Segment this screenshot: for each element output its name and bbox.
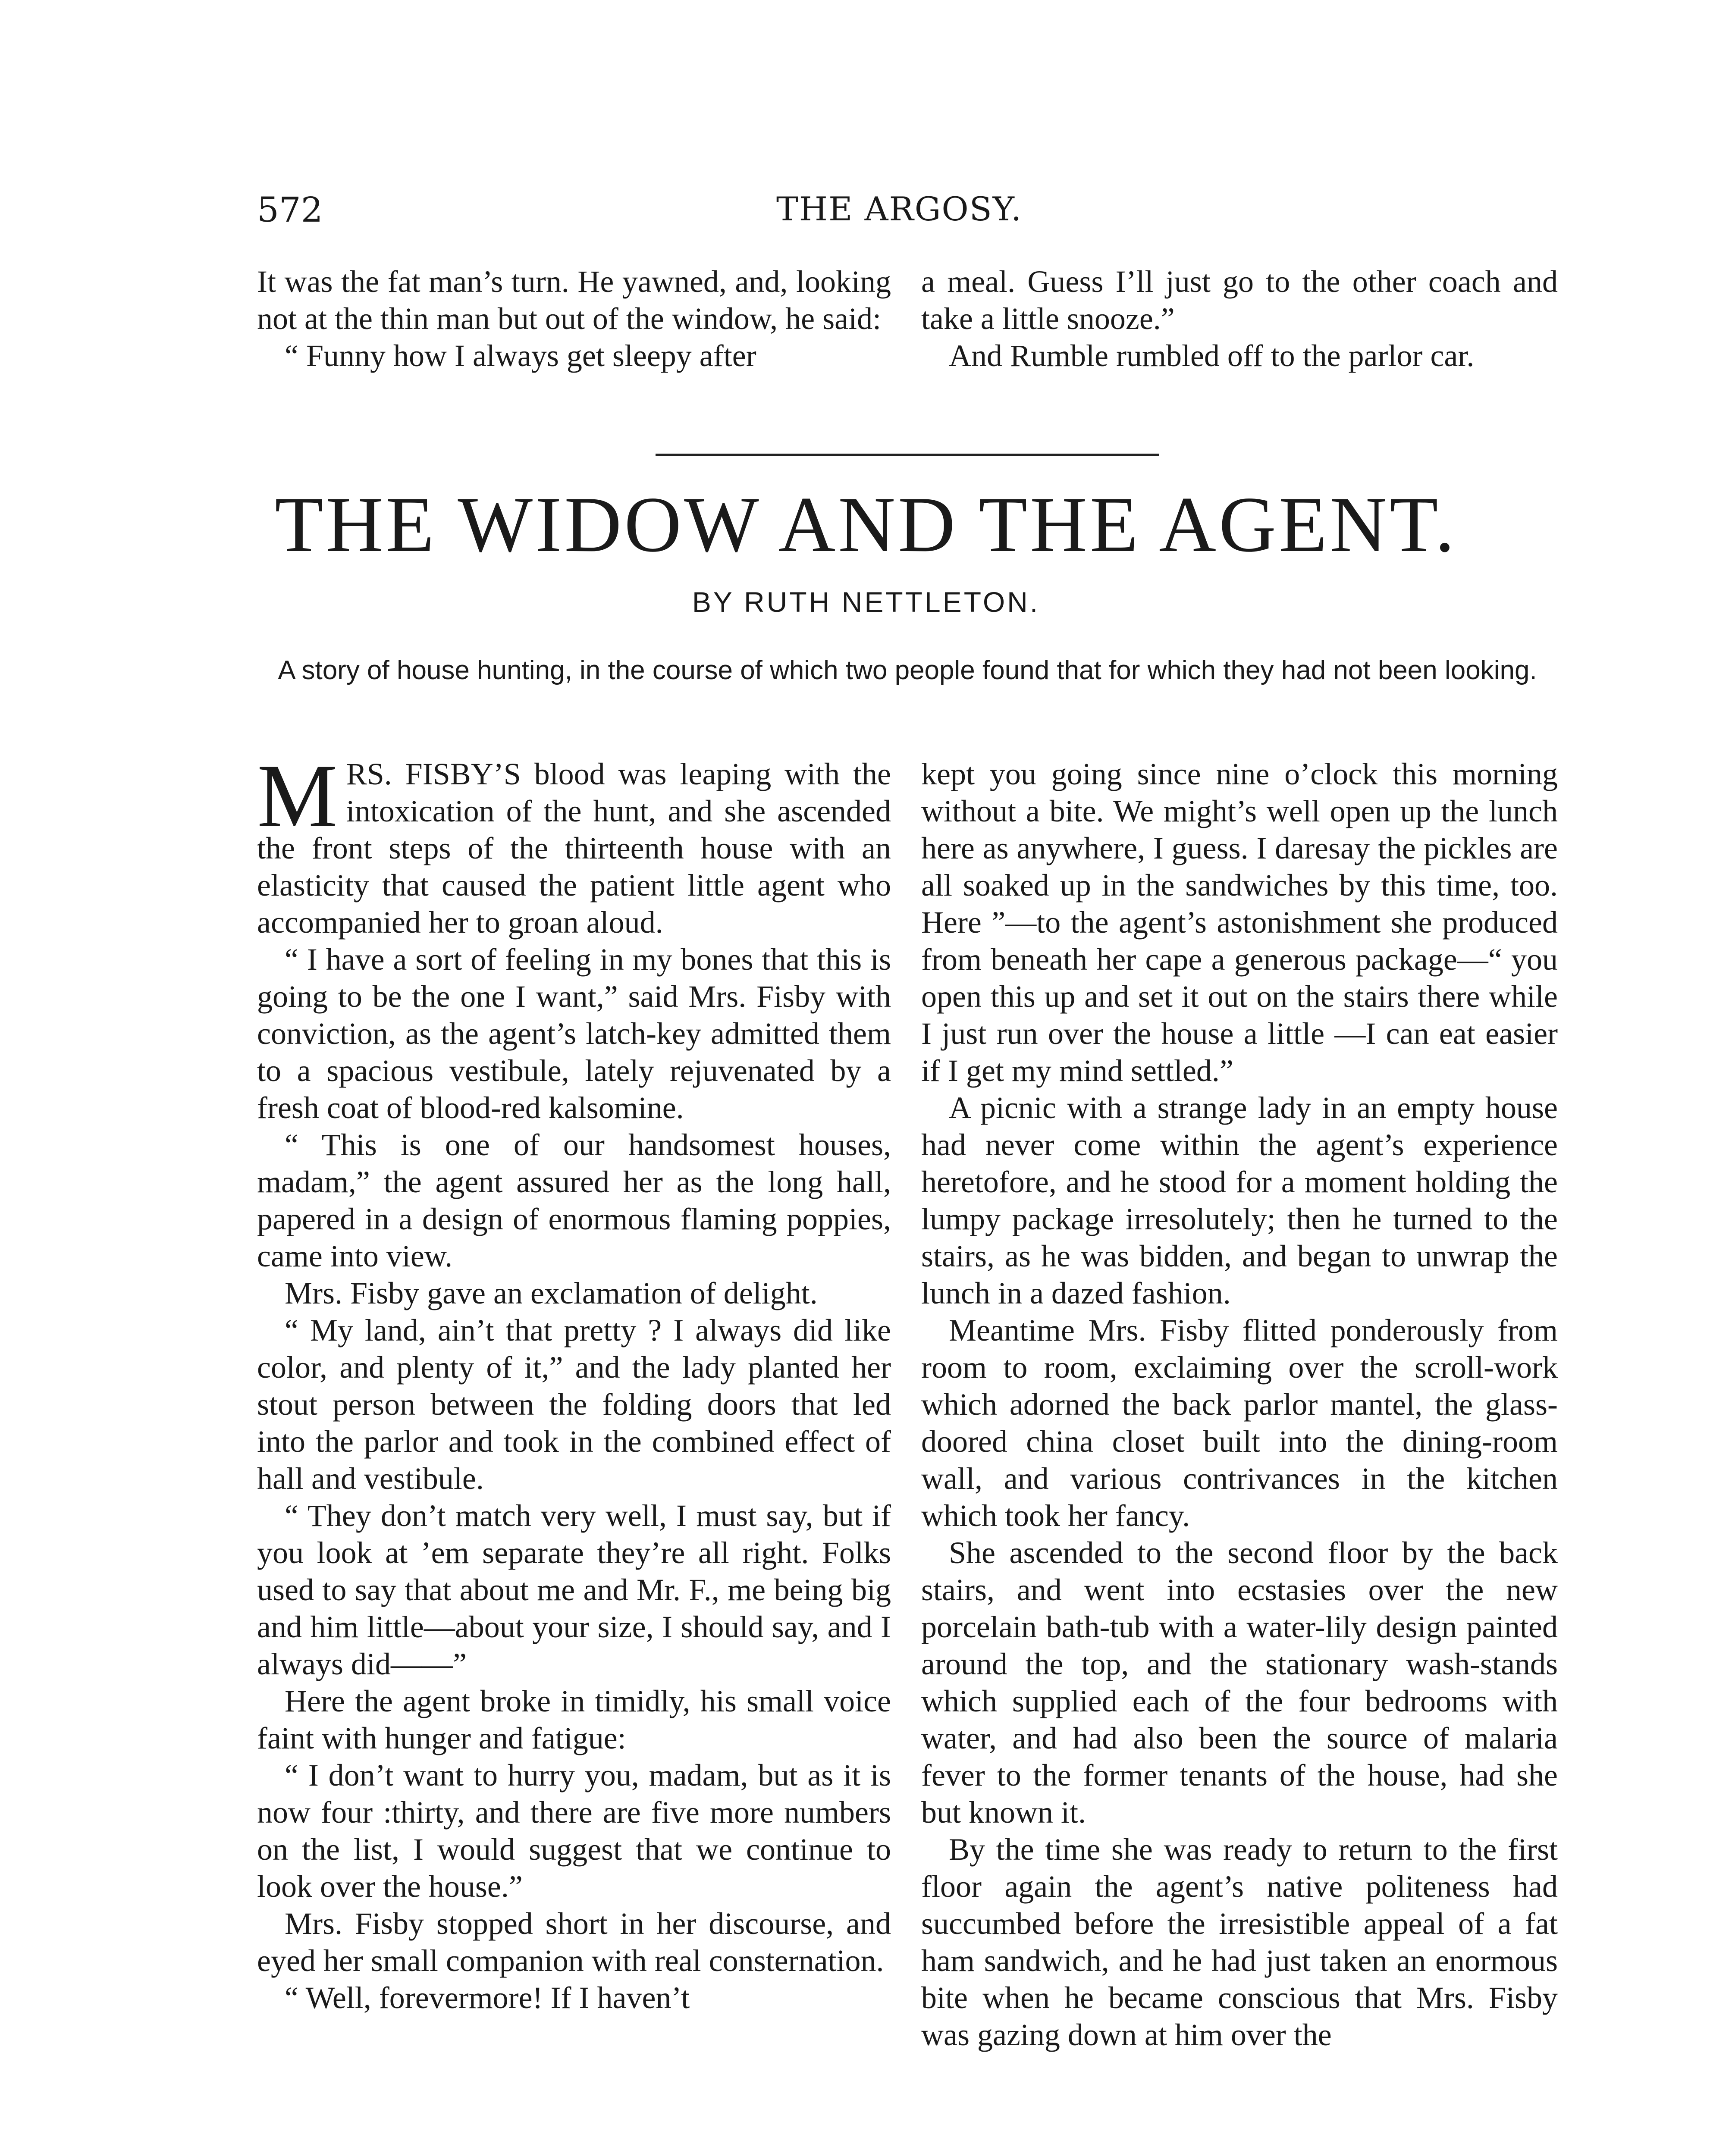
- paragraph: A picnic with a strange lady in an empty house had never come within the agent’s experience heretofore, and he stood for a moment holding the lumpy package irresolutely; then he turned to the stairs, as he was bidden, and began to unwrap the lunch in a dazed fashion.: [921, 1091, 1558, 1310]
- drop-cap: M: [257, 746, 338, 846]
- byline: BY RUTH NETTLETON.: [692, 586, 1040, 618]
- paragraph: “ I don’t want to hurry you, madam, but as it is now four :thirty, and there are five more numbers on the list, I would suggest that we continue to look over the house.”: [257, 1758, 891, 1904]
- story-intro: A story of house hunting, in the course of which two people found that for which they had not been looking.: [278, 655, 1537, 685]
- paragraph: a meal. Guess I’ll just go to the other coach and take a little snooze.”: [921, 264, 1558, 336]
- paragraph: It was the fat man’s turn. He yawned, and, looking not at the thin man but out of the window, he said:: [257, 264, 891, 336]
- paragraph: kept you going since nine o’clock this morning without a bite. We might’s well open up the lunch here as anywhere, I guess. I daresay the pickles are all soaked up in the sandwiches by this time, too. Here ”—to the agent’s astonishment she produced from beneath her cape a generous package—“ you open this up and set it out on the stairs there while I just run over the house a little —I can eat easier if I get my mind settled.”: [921, 757, 1558, 1088]
- story-left-column: [257, 746, 891, 2016]
- paragraph: “ Funny how I always get sleepy after: [285, 338, 756, 373]
- section-divider: [656, 454, 1159, 456]
- paragraph: Meantime Mrs. Fisby flitted ponderously from room to room, exclaiming over the scroll-work which adorned the back parlor mantel, the glass-doored china closet built into the dining-room wall, and various contrivances in the kitchen which took her fancy.: [921, 1313, 1558, 1533]
- paragraph: “ I have a sort of feeling in my bones that this is going to be the one I want,” said Mrs. Fisby with conviction, as the agent’s latch-key admitted them to a spacious vestibule, lately rejuvenated by a fresh coat of blood-red kalsomine.: [257, 942, 891, 1125]
- paragraph: By the time she was ready to return to the first floor again the agent’s native politeness had succumbed before the irresistible appeal of a fat ham sandwich, and he had just taken an enormous bite when he became conscious that Mrs. Fisby was gazing down at him over the: [921, 1832, 1558, 2052]
- paragraph: She ascended to the second floor by the back stairs, and went into ecstasies over the new porcelain bath-tub with a water-lily design painted around the top, and the stationary wash-stands which supplied each of the four bedrooms with water, and had also been the source of malaria fever to the former tenants of the house, had she but known it.: [921, 1536, 1558, 1830]
- paragraph: Here the agent broke in timidly, his small voice faint with hunger and fatigue:: [257, 1684, 891, 1755]
- first-paragraph-text: RS. FISBY’S blood was leaping with the intoxication of the hunt, and she ascended the front steps of the thirteenth house with an elasticity that caused the patient little agent who accompanied her to groan aloud.: [257, 757, 891, 940]
- first-paragraph: [257, 746, 891, 941]
- story-title: THE WIDOW AND THE AGENT.: [275, 480, 1457, 568]
- paragraph: Mrs. Fisby stopped short in her discourse, and eyed her small companion with real consternation.: [257, 1906, 891, 1978]
- story-right-column: [921, 755, 1558, 2053]
- paragraph: And Rumble rumbled off to the parlor car.: [949, 338, 1475, 373]
- paragraph: “ My land, ain’t that pretty ? I always did like color, and plenty of it,” and the lady planted her stout person between the folding doors that led into the parlor and took in the combined effect of hall and vestibule.: [257, 1313, 891, 1496]
- running-head: THE ARGOSY.: [776, 190, 1023, 228]
- paragraph: “ They don’t match very well, I must say, but if you look at ’em separate they’re all right. Folks used to say that about me and Mr. F., me being big and him little—about your size, I should say, and I always did——”: [257, 1498, 891, 1681]
- paragraph: “ This is one of our handsomest houses, madam,” the agent assured her as the long hall, papered in a design of enormous flaming poppies, came into view.: [257, 1128, 891, 1273]
- previous-story-right-column: [921, 263, 1558, 374]
- paragraph: “ Well, forevermore! If I haven’t: [285, 1981, 690, 2015]
- previous-story-left-column: [257, 263, 891, 374]
- paragraph: Mrs. Fisby gave an exclamation of delight.: [285, 1276, 818, 1310]
- page-number: 572: [257, 190, 323, 230]
